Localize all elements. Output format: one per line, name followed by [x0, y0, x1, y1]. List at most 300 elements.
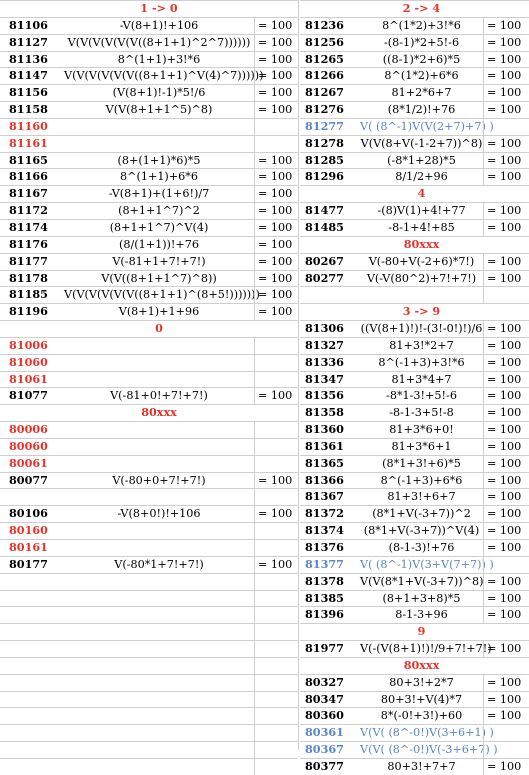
- number-id: 81061: [9, 371, 48, 386]
- expression: -8*1-3!+5!-6: [386, 389, 457, 403]
- expression: 8/1/2+96: [395, 170, 448, 184]
- number-id: 80061: [9, 455, 48, 470]
- number-id: 81278: [305, 135, 344, 150]
- section-header: 2 -> 4: [402, 1, 441, 15]
- expression: V( (8^-1)V(V(2+7)+7) ): [360, 119, 494, 133]
- expression: 80+3!+V(4)*7: [380, 692, 463, 706]
- table-row: [300, 152, 529, 169]
- result: = 100: [483, 607, 529, 623]
- number-id: 81147: [9, 68, 48, 83]
- result: [254, 540, 298, 556]
- result: = 100: [254, 203, 298, 219]
- table-row: [0, 337, 298, 354]
- table-row: [300, 522, 529, 539]
- number-id: 81376: [305, 540, 344, 554]
- expression: 8^(1*2)+6*6: [384, 69, 459, 83]
- number-id: 81166: [9, 169, 48, 184]
- table-row: [0, 185, 298, 202]
- number-id: 81372: [305, 506, 344, 521]
- result: [483, 287, 529, 303]
- result: = 100: [483, 692, 529, 708]
- result: = 100: [483, 506, 529, 522]
- number-id: 81185: [9, 287, 48, 302]
- table-row: [0, 488, 298, 505]
- result: = 100: [254, 473, 298, 489]
- result: = 100: [483, 169, 529, 185]
- number-id: 81276: [305, 102, 344, 117]
- expression: V(V(8*1+V(-3+7))^8): [360, 574, 484, 588]
- table-row: [300, 623, 529, 640]
- expression: 81+3!+6+7: [387, 490, 456, 504]
- table-row: [0, 168, 298, 185]
- number-id: 81266: [305, 68, 344, 83]
- table-row: [0, 556, 298, 573]
- table-row: [300, 320, 529, 337]
- result: [254, 523, 298, 539]
- table-row: [0, 404, 298, 421]
- expression: 81+2*6+7: [391, 86, 452, 100]
- number-id: 80361: [305, 725, 344, 740]
- result: = 100: [483, 591, 529, 607]
- table-row: [0, 67, 298, 84]
- result: [254, 591, 298, 607]
- table-row: [300, 539, 529, 556]
- number-id: 81176: [9, 236, 48, 251]
- result: = 100: [254, 153, 298, 169]
- table-row: [0, 34, 298, 51]
- result: [254, 574, 298, 590]
- result: = 100: [483, 254, 529, 270]
- table-row: [300, 67, 529, 84]
- expression: 8^(-1+3)+3!*6: [378, 355, 465, 369]
- number-id: 80106: [9, 506, 48, 521]
- result: [483, 119, 529, 135]
- number-id: 81977: [305, 641, 344, 656]
- table-row: [300, 303, 529, 320]
- result: = 100: [483, 473, 529, 489]
- result: [254, 675, 298, 691]
- expression: V(-81+0!+7!+7!): [110, 389, 208, 403]
- number-id: 81285: [305, 152, 344, 167]
- expression: (8+1+1^7)^V(4): [109, 220, 209, 234]
- expression: V(V(V(V(V(V((8+1+1)^(8+5!))))))): [64, 288, 260, 302]
- table-row: [0, 438, 298, 455]
- section-header: 1 -> 0: [140, 1, 178, 15]
- expression: (8*1/2)!+76: [387, 103, 456, 117]
- table-row: [300, 505, 529, 522]
- number-id: 81396: [305, 607, 344, 622]
- expression: 8^(1+1)+6*6: [119, 170, 199, 184]
- expression: 80+3!+2*7: [389, 675, 454, 689]
- number-id: 81177: [9, 253, 48, 268]
- table-row: [0, 522, 298, 539]
- table-row: [0, 202, 298, 219]
- number-id: 81158: [9, 102, 48, 117]
- number-id: 81367: [305, 489, 344, 504]
- table-row: [300, 135, 529, 152]
- number-id: 81327: [305, 337, 344, 352]
- expression: -V(8+1)+(1+6!)/7: [108, 187, 210, 201]
- expression: ((8-1)*2+6)*5: [382, 52, 461, 66]
- number-id: 81477: [305, 203, 344, 218]
- number-id: 81360: [305, 422, 344, 437]
- number-id: 81006: [9, 337, 48, 352]
- result: = 100: [254, 287, 298, 303]
- expression: 81+3*6+1: [391, 439, 452, 453]
- number-id: 81174: [9, 219, 48, 234]
- number-id: 81378: [305, 573, 344, 588]
- expression: -V(8+1)!+106: [119, 18, 199, 32]
- expression: V(V( (8^-0!)V(-3+6+7) ): [360, 743, 498, 757]
- table-row: [300, 421, 529, 438]
- number-id: 81336: [305, 354, 344, 369]
- expression: 81+3*6+0!: [389, 423, 454, 437]
- result: [254, 338, 298, 354]
- expression: V(V(8+1+1^5)^8): [105, 103, 213, 117]
- expression: V(V(8+V(-1-2+7))^8): [360, 136, 483, 150]
- result: = 100: [483, 759, 529, 775]
- section-header: 80xxx: [403, 657, 440, 672]
- table-row: [0, 118, 298, 135]
- expression: -(8-1)*2+5!-6: [383, 35, 460, 49]
- expression: 8^(1+1)+3!*6: [117, 52, 201, 66]
- expression: 81+3*4+7: [391, 372, 452, 386]
- table-row: [0, 101, 298, 118]
- result: = 100: [254, 186, 298, 202]
- table-row: [300, 219, 529, 236]
- expression: V(V(V(V(V(V((8+1+1)^2^7)))))): [67, 35, 251, 49]
- result: = 100: [483, 355, 529, 371]
- table-row: [300, 758, 529, 775]
- number-id: 81361: [305, 438, 344, 453]
- table-row: [0, 707, 298, 724]
- section-header: 4: [417, 186, 426, 201]
- table-row: [300, 286, 529, 303]
- result: [483, 725, 529, 741]
- number-id: 80367: [305, 742, 344, 757]
- section-header: 80xxx: [141, 405, 177, 420]
- result: [254, 708, 298, 724]
- number-id: 81356: [305, 388, 344, 403]
- result: = 100: [483, 85, 529, 101]
- number-id: 81136: [9, 51, 48, 66]
- table-row: [0, 17, 298, 34]
- table-row: [0, 674, 298, 691]
- table-row: [300, 0, 529, 17]
- column-divider: [298, 0, 299, 750]
- result: [254, 439, 298, 455]
- result: = 100: [483, 220, 529, 236]
- number-id: 81358: [305, 405, 344, 420]
- table-row: [0, 152, 298, 169]
- table-row: [300, 84, 529, 101]
- expression: -V(8+0!)!+106: [117, 507, 201, 521]
- result: = 100: [254, 18, 298, 34]
- result: = 100: [254, 557, 298, 573]
- number-id: 81160: [9, 118, 48, 133]
- table-row: [0, 691, 298, 708]
- number-id: 81236: [305, 17, 344, 32]
- number-id: 80160: [9, 523, 48, 538]
- result: = 100: [483, 18, 529, 34]
- result: = 100: [254, 68, 298, 84]
- expression: -(8)V(1)+4!+77: [377, 204, 466, 218]
- expression: (8*1+3!+6)*5: [382, 456, 461, 470]
- table-row: [0, 606, 298, 623]
- result: = 100: [483, 372, 529, 388]
- expression: ((V(8+1)!)!-(3!-0!)!)/6: [360, 322, 483, 336]
- table-row: [0, 421, 298, 438]
- table-row: [0, 590, 298, 607]
- result: = 100: [483, 153, 529, 169]
- expression: V(-80+0+7!+7!): [112, 473, 206, 487]
- result: [254, 759, 298, 775]
- table-row: [300, 724, 529, 741]
- section-header: 9: [417, 624, 426, 639]
- table-row: [0, 303, 298, 320]
- table-row: [300, 253, 529, 270]
- table-row: [300, 640, 529, 657]
- number-id: 81077: [9, 388, 48, 403]
- number-id: 81267: [305, 85, 344, 100]
- result: = 100: [483, 489, 529, 505]
- table-row: [0, 135, 298, 152]
- number-id: 81306: [305, 321, 344, 336]
- table-row: [0, 758, 298, 775]
- result: [254, 372, 298, 388]
- table-row: [300, 590, 529, 607]
- result: = 100: [254, 102, 298, 118]
- number-id: 80347: [305, 691, 344, 706]
- table-row: [0, 623, 298, 640]
- expression: V(-(V(8+1)!)!/9+7!+7!): [360, 642, 492, 656]
- result: = 100: [483, 338, 529, 354]
- number-id: 81296: [305, 169, 344, 184]
- expression: (V(8+1)!-1)*5!/6: [112, 86, 206, 100]
- result: = 100: [483, 405, 529, 421]
- table-row: [300, 34, 529, 51]
- result: = 100: [483, 52, 529, 68]
- table-row: [0, 640, 298, 657]
- table-row: [300, 101, 529, 118]
- table-row: [300, 168, 529, 185]
- number-id: 81256: [305, 34, 344, 49]
- expression: 8^(1*2)+3!*6: [382, 18, 461, 32]
- expression: 8*(-0!+3!)+60: [380, 709, 463, 723]
- table-row: [0, 539, 298, 556]
- result: [254, 725, 298, 741]
- table-row: [300, 707, 529, 724]
- expression: V( (8^-1)V(3+V(7+7)) ): [360, 557, 494, 571]
- expression: (-8*1+28)*5: [387, 153, 456, 167]
- table-row: [0, 270, 298, 287]
- table-row: [0, 455, 298, 472]
- result: [254, 692, 298, 708]
- table-row: [300, 387, 529, 404]
- number-id: 80327: [305, 674, 344, 689]
- expression: (8-1-3)!+76: [388, 541, 455, 554]
- number-id: 81165: [9, 152, 48, 167]
- number-id: 80267: [305, 253, 344, 268]
- result: = 100: [254, 388, 298, 404]
- table-row: [0, 286, 298, 303]
- table-row: [300, 202, 529, 219]
- table-row: [300, 270, 529, 287]
- expression: V(8+1)+1+96: [118, 305, 200, 319]
- number-id: 81106: [9, 17, 48, 32]
- number-id: 80377: [305, 758, 344, 773]
- number-id: 81277: [305, 118, 344, 133]
- result: = 100: [483, 708, 529, 724]
- number-id: 81366: [305, 472, 344, 487]
- number-id: 80177: [9, 556, 48, 571]
- expression: -8-1-3+5!-8: [389, 406, 454, 420]
- result: = 100: [483, 35, 529, 51]
- number-id: 81265: [305, 51, 344, 66]
- expression: -8-1+4!+85: [388, 220, 455, 234]
- number-id: 81156: [9, 85, 48, 100]
- table-row: [300, 17, 529, 34]
- result: [254, 456, 298, 472]
- expression: V(-80*1+7!+7!): [114, 557, 204, 571]
- result: [254, 136, 298, 152]
- expression: 8^(-1+3)+6*6: [380, 473, 463, 487]
- table-row: [300, 118, 529, 135]
- result: [254, 422, 298, 438]
- result: = 100: [254, 169, 298, 185]
- table-row: [0, 84, 298, 101]
- section-header: 0: [155, 321, 163, 336]
- result: = 100: [483, 68, 529, 84]
- table-row: [300, 606, 529, 623]
- result: = 100: [483, 456, 529, 472]
- result: = 100: [254, 52, 298, 68]
- table-row: [0, 573, 298, 590]
- number-id: 81374: [305, 523, 344, 538]
- expression: 8-1-3+96: [395, 608, 448, 622]
- table-row: [300, 472, 529, 489]
- table-row: [0, 724, 298, 741]
- result: = 100: [483, 675, 529, 691]
- result: = 100: [254, 35, 298, 51]
- expression: V(V( (8^-0!)V(3+6+1) ): [360, 726, 494, 740]
- expression: (8+1+1^7)^2: [118, 204, 200, 218]
- table-row: [300, 573, 529, 590]
- result: [254, 742, 298, 758]
- result: = 100: [254, 506, 298, 522]
- table-row: [0, 505, 298, 522]
- table-row: [0, 320, 298, 337]
- result: = 100: [254, 271, 298, 287]
- table-row: [0, 236, 298, 253]
- table-row: [300, 371, 529, 388]
- number-id: 81172: [9, 203, 48, 218]
- result: = 100: [483, 271, 529, 287]
- right-column: [300, 0, 529, 775]
- table-row: [0, 472, 298, 489]
- expression: V(-80+V(-2+6)*7!): [368, 254, 475, 268]
- result: [254, 658, 298, 674]
- expression: (8/(1+1))!+76: [118, 237, 200, 251]
- expression: (8*1+V(-3+7))^V(4): [363, 524, 480, 538]
- result: = 100: [483, 388, 529, 404]
- result: [254, 489, 298, 505]
- expression: V(-V(80^2)+7!+7!): [366, 271, 477, 285]
- result: = 100: [483, 574, 529, 590]
- result: = 100: [483, 203, 529, 219]
- expression: V(-81+1+7!+7!): [112, 254, 206, 268]
- expression: V(V((8+1+1^7)^8)): [101, 271, 217, 285]
- number-id: 80060: [9, 438, 48, 453]
- number-id: 81347: [305, 371, 344, 386]
- result: [254, 607, 298, 623]
- table-row: [300, 455, 529, 472]
- expression: (8*1+V(-3+7))^2: [372, 507, 471, 521]
- table-row: [0, 219, 298, 236]
- expression: 81+3!*2+7: [389, 338, 454, 352]
- number-id: 81196: [9, 304, 48, 319]
- table-row: [300, 657, 529, 674]
- expression: V(V(V(V(V(V((8+1+1)^V(4)^7)))))): [64, 69, 264, 83]
- result: = 100: [483, 540, 529, 556]
- table-row: [300, 404, 529, 421]
- result: = 100: [483, 641, 529, 657]
- number-id: 81365: [305, 455, 344, 470]
- result: [483, 742, 529, 758]
- result: = 100: [254, 237, 298, 253]
- number-id: 81377: [305, 556, 344, 571]
- result: [254, 641, 298, 657]
- number-id: 80077: [9, 472, 48, 487]
- expression: (8+(1+1)*6)*5: [117, 153, 201, 167]
- table-row: [300, 556, 529, 573]
- table-row: [0, 387, 298, 404]
- table-row: [0, 253, 298, 270]
- number-id: 81127: [9, 34, 48, 49]
- number-id: 81485: [305, 219, 344, 234]
- table-row: [300, 337, 529, 354]
- result: = 100: [483, 136, 529, 152]
- table-row: [0, 371, 298, 388]
- result: [254, 119, 298, 135]
- result: = 100: [254, 254, 298, 270]
- result: = 100: [483, 439, 529, 455]
- table-row: [0, 51, 298, 68]
- result: = 100: [254, 304, 298, 320]
- number-id: 81385: [305, 590, 344, 605]
- result: = 100: [254, 85, 298, 101]
- table-row: [300, 236, 529, 253]
- result: = 100: [254, 220, 298, 236]
- table-row: [0, 354, 298, 371]
- table-row: [300, 51, 529, 68]
- number-id: 80360: [305, 708, 344, 723]
- number-id: 80277: [305, 270, 344, 285]
- result: = 100: [483, 102, 529, 118]
- number-id: 80161: [9, 540, 48, 554]
- result: [254, 624, 298, 640]
- table-row: [300, 691, 529, 708]
- result: = 100: [483, 523, 529, 539]
- result: [483, 557, 529, 573]
- table-row: [300, 185, 529, 202]
- table-row: [0, 657, 298, 674]
- expression: (8+1+3+8)*5: [382, 591, 461, 605]
- number-id: 81161: [9, 135, 48, 150]
- number-id: 81060: [9, 354, 48, 369]
- table-row: [300, 438, 529, 455]
- section-header: 80xxx: [403, 236, 440, 251]
